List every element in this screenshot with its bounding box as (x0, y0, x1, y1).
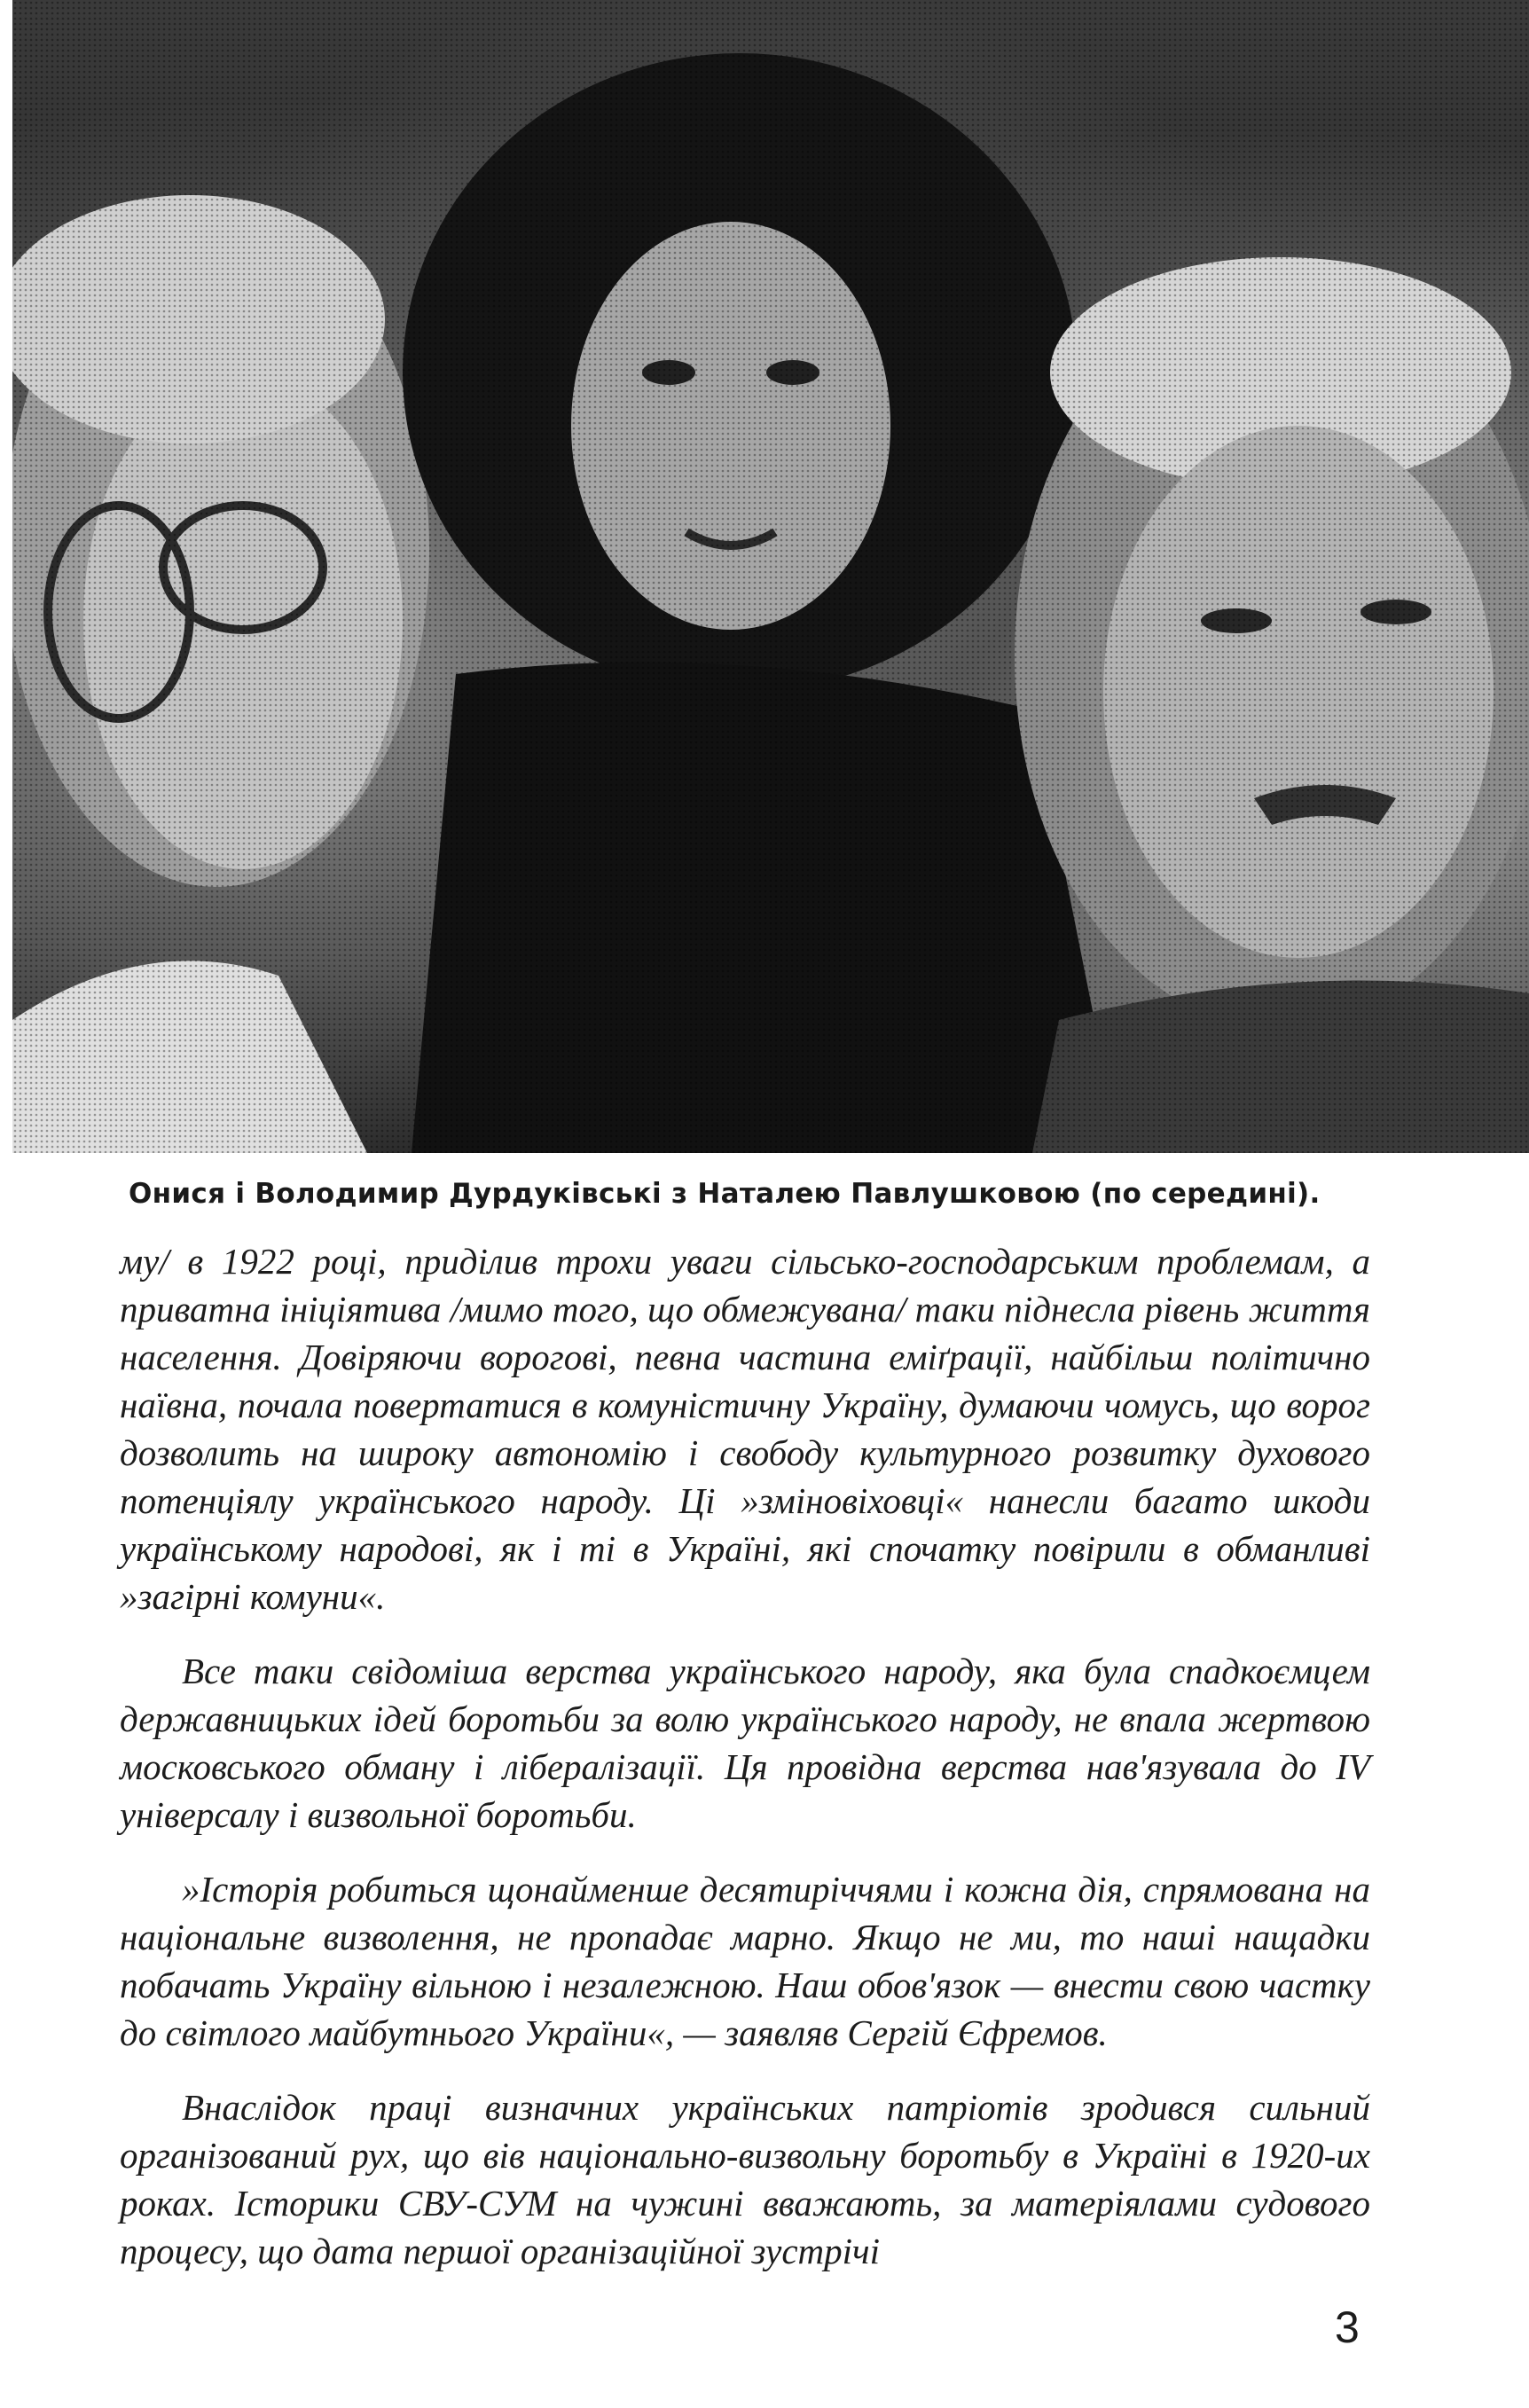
paragraph-2: Все таки свідоміша верства українського народу, яка була спадкоємцем державницьких ідей боротьби за волю українського народу, не впала жертвою московського обману і лібералізації. Ця провідна верства нав'язувала до IV універсалу і визвольної боротьби. (120, 1651, 1370, 1835)
photo-figures-icon (12, 0, 1529, 1153)
paragraph-4: Внаслідок праці визначних українських патріотів зродився сильний організований рух, що вів національно-визвольну боротьбу в Україні в 1920-их роках. Історики СВУ-СУМ на чужині вважають, за матеріялами судового процесу, що дата першої організаційної зустрічі (120, 2087, 1370, 2271)
paragraph-3: »Історія робиться щонайменше десятиріччями і кожна дія, спрямована на національне визволення, не пропадає марно. Якщо не ми, то наші нащадки побачать Україну вільною і незалежною. Наш обов'язок — внести свою частку до світлого майбутнього України«, — заявляв Сергій Єфремов. (120, 1869, 1370, 2053)
page-number: 3 (1335, 2302, 1360, 2352)
photo-caption: Онися і Володимир Дурдуківські з Наталею Павлушковою (по середині). (129, 1178, 1321, 1210)
paragraph-1: му/ в 1922 році, приділив трохи уваги сільсько-господарським проблемам, а приватна ініціятива /мимо того, що обмежувана/ таки піднесла рівень життя населення. Довіряючи ворогові, певна частина еміґрації, найбільш політично наївна, почала повертатися в комуністичну Україну, думаючи чомусь, що ворог дозволить на широку автономію і свободу культурного розвитку духового потенціялу українського народу. Ці »зміновіховці« нанесли багато шкоди українському народові, як і ті в Україні, які спочатку повірили в обманливі »загірні комуни«. (120, 1241, 1370, 1617)
portrait-photo (12, 0, 1529, 1153)
body-text (120, 1237, 1370, 2302)
